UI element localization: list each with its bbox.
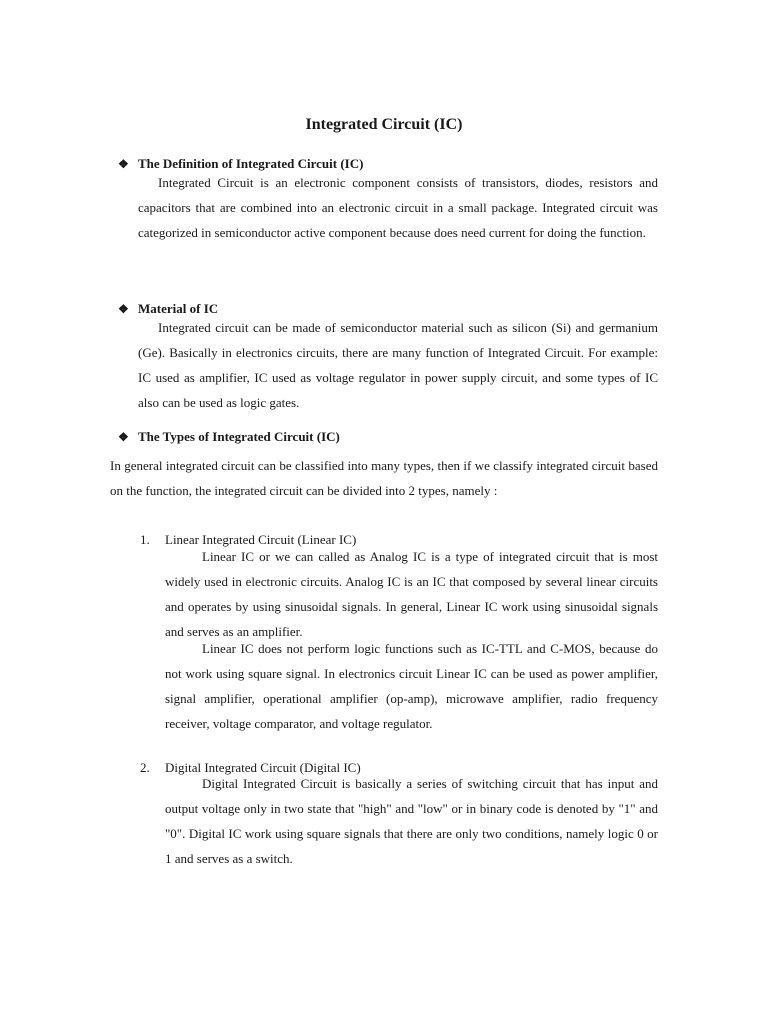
section-paragraph-material: Integrated circuit can be made of semiconductor material such as silicon (Si) and germanium (Ge). Basically in electronics circuits, there are many function of Integrated Circuit. For example: IC used as amplifier, IC used as voltage regulator in power supply circuit, and some types of IC also can be used as logic gates. xyxy=(138,320,658,410)
section-heading-text: Material of IC xyxy=(138,301,219,316)
list-item-title-text: Linear Integrated Circuit (Linear IC) xyxy=(165,532,357,547)
list-item-linear-paragraph-2: Linear IC does not perform logic functions such as IC-TTL and C-MOS, because do not work using square signal. In electronics circuit Linear IC can be used as power amplifier, signal amplifier, operational amplifier (op-amp), microwave amplifier, radio frequency receiver, voltage comparator, and voltage regulator. xyxy=(165,641,658,731)
list-item-linear-paragraph-1: Linear IC or we can called as Analog IC is a type of integrated circuit that is most widely used in electronic circuits. Analog IC is an IC that composed by several linear circuits and operates by using sinusoidal signals. In general, Linear IC work using sinusoidal signals and serves as an amplifier. xyxy=(165,549,658,639)
section-heading-text: The Types of Integrated Circuit (IC) xyxy=(138,429,340,444)
section-heading-text: The Definition of Integrated Circuit (IC) xyxy=(138,156,364,171)
list-item-title-text: Digital Integrated Circuit (Digital IC) xyxy=(165,760,361,775)
page-title: Integrated Circuit (IC) xyxy=(305,116,463,133)
diamond-bullet-icon: ❖ xyxy=(118,157,129,171)
section-heading-types xyxy=(118,428,340,446)
list-item-digital-paragraph-1: Digital Integrated Circuit is basically a series of switching circuit that has input and output voltage only in two state that "high" and "low" or in binary code is denoted by "1" and "0". Digital IC work using square signals that there are only two conditions, namely logic 0 or 1 and serves as a switch. xyxy=(165,776,658,866)
list-number: 2. xyxy=(140,760,150,775)
diamond-bullet-icon: ❖ xyxy=(118,302,129,316)
section-paragraph-definition: Integrated Circuit is an electronic component consists of transistors, diodes, resistors and capacitors that are combined into an electronic circuit in a small package. Integrated circuit was categorized in semiconductor active component because does need current for doing the function. xyxy=(138,175,658,240)
diamond-bullet-icon: ❖ xyxy=(118,430,129,444)
list-number: 1. xyxy=(140,532,150,547)
section-paragraph-types: In general integrated circuit can be classified into many types, then if we classify integrated circuit based on the function, the integrated circuit can be divided into 2 types, namely : xyxy=(110,458,658,498)
